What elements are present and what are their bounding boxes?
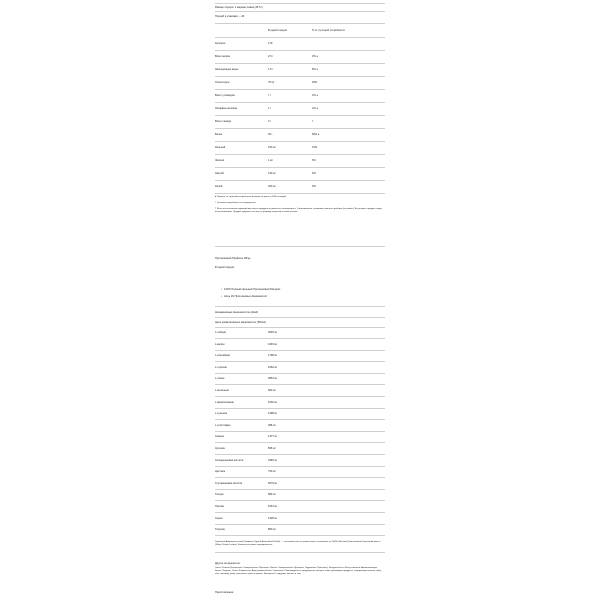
divider <box>215 246 385 247</box>
amino-name: Глицин <box>215 493 224 497</box>
nutrient-daily-value: 8% ♦ <box>312 68 318 71</box>
amino-amount: 3026 мг <box>268 331 278 334</box>
divider <box>215 306 385 307</box>
amino-name: Тирозин <box>215 528 225 532</box>
amino-amount: 1643 мг <box>268 505 278 508</box>
amino-amount: 2864 мг <box>268 377 278 381</box>
divider <box>215 489 385 490</box>
divider <box>215 3 385 4</box>
header-per-serving: В одной порции <box>268 29 288 32</box>
serving-size: Размер порции: 1 мерная ложка (45.5 г) <box>215 6 264 9</box>
amino-amount: 836 мг <box>268 447 276 450</box>
divider <box>215 396 385 397</box>
other-ingredients-title: Другие ингредиенты: <box>215 562 241 565</box>
amino-amount: 486 мг <box>268 423 276 427</box>
nutrient-amount: 3 г <box>268 120 272 123</box>
nutrient-amount: 2.5 г <box>268 55 274 58</box>
divider <box>215 466 385 467</box>
divider <box>215 454 385 455</box>
nutrient-daily-value: † <box>312 120 314 123</box>
amino-name: L-тирозин <box>215 365 227 369</box>
nutrient-amount: 150 мг <box>268 146 276 149</box>
divider <box>215 327 385 328</box>
nutrient-amount: 1 мг <box>268 159 273 162</box>
other-ingredients-text: Смесь Protein (Концентрат Сывороточного Протеина, Изолят Сывороточного Протеина, Гидролизат Протеина), Натуральные и Искусственные Ароматизаторы, Какао, Лецитин, Смесь Ферментов, Ацесульфам Калия, Сукралоза. Произведено на предприятии, которое также производит продукты, содержащие молоко, яйца, сою, пшеницу, рыбу, моллюски, орехи и арахис. Аллергены: содержит молоко и сою. <box>215 567 382 575</box>
divider <box>215 408 385 409</box>
amino-name: L-валин <box>215 342 225 346</box>
protein-bullet: • 100% Полный Цельный Протеиновый Матрикс <box>224 288 280 291</box>
amino-amount: 583 мг <box>268 493 276 497</box>
amino-name: Аспарагиновая кислота <box>215 458 244 462</box>
divider <box>215 102 385 103</box>
amino-amount: 5079 мг <box>268 481 278 485</box>
divider <box>215 524 385 525</box>
nutrient-name: Всего сахара <box>215 120 231 123</box>
amino-name: Аланин <box>215 435 224 439</box>
nutrient-daily-value: 4% ♦ <box>312 107 318 110</box>
nutrient-amount: 320 мг <box>268 185 276 188</box>
amino-name: L-лейцин <box>215 331 227 334</box>
divider <box>215 76 385 77</box>
amino-name: L-лизин <box>215 377 225 381</box>
amino-amount: 1002 мг <box>268 400 278 404</box>
nutrient-amount: 30 г <box>268 133 273 136</box>
nutrient-name: Калий <box>215 185 223 188</box>
nutrient-name: Всего углеводов <box>215 94 235 97</box>
amino-name: L-изолейцин <box>215 354 231 358</box>
protein-bullet: • Ноль Из Протеиновых Аминокислот <box>224 295 267 298</box>
divider <box>215 115 385 116</box>
nutrient-amount: 130 мг <box>268 172 276 175</box>
amino-name: Аргинин <box>215 447 225 450</box>
preparation-title: Приготовление: <box>215 591 234 594</box>
amino-name: Пролин <box>215 505 225 508</box>
nutrient-amount: 170 <box>268 42 273 45</box>
amino-name: Глутаминовая кислота <box>215 481 243 485</box>
amino-name: L-фенилаланин <box>215 400 234 404</box>
divider <box>215 167 385 168</box>
nutrient-daily-value: 60% ♦ <box>312 133 320 136</box>
amino-name: L-метионин <box>215 389 229 392</box>
nutrient-daily-value: 6% <box>312 172 316 175</box>
nutrient-name: Пищевые волокна <box>215 107 237 110</box>
servings-per-container: Порций в упаковке: ~ 40 <box>215 15 245 18</box>
divider <box>215 373 385 374</box>
amino-amount: 660 мг <box>268 389 276 392</box>
divider <box>215 512 385 513</box>
nutrient-amount: 75 мг <box>268 81 275 84</box>
divider <box>215 37 385 38</box>
divider <box>215 350 385 351</box>
amino-name: L-триптофан <box>215 423 231 427</box>
divider <box>215 23 385 24</box>
nutrient-daily-value: 25% <box>312 81 318 84</box>
nutrient-amount: 1.5 г <box>268 68 274 71</box>
nutrient-name: Натрий <box>215 172 224 175</box>
protein-profile-title: Протеиновый Профиль Whey <box>215 257 251 260</box>
amino-name: L-треонин <box>215 412 228 416</box>
divider <box>215 338 385 339</box>
nutrient-amount: 7 г <box>268 94 272 97</box>
nutrient-daily-value: 6% <box>312 159 316 162</box>
nutrient-name: Всего жиров <box>215 55 230 58</box>
amino-note: Типичный Аминокислотный Профиль (Typical Amino Acid Profile) — это количество на грамм белка, основанное на 20(30) Весовой Протеиновой Эталонной массы (Whey Protein Isolate). Количество может варьироваться. <box>215 541 381 546</box>
nutrient-name: Холестерин <box>215 81 230 84</box>
nutrient-amount: 1 г <box>268 107 272 110</box>
divider <box>215 419 385 420</box>
amino-amount: 1398 мг <box>268 412 278 416</box>
amino-amount: 1649 мг <box>268 342 278 346</box>
divider <box>215 431 385 432</box>
divider <box>215 89 385 90</box>
divider <box>215 193 385 194</box>
protein-profile-subtitle: В одной порции: <box>215 266 235 269</box>
divider <box>215 50 385 51</box>
nutrient-daily-value: 3% ♦ <box>312 94 318 97</box>
amino-amount: 1328 мг <box>268 516 278 520</box>
amino-amount: 1477 мг <box>268 435 278 439</box>
divider <box>215 180 385 181</box>
header-daily-value: % от суточной потребности <box>312 29 345 32</box>
footnote-undefined: † Суточная потребность не определена. <box>215 202 257 204</box>
divider <box>215 535 385 536</box>
nutrient-daily-value: 15% <box>312 146 318 149</box>
amino-title: Незаменимые Аминокислоты (EAA) <box>215 311 259 314</box>
divider <box>215 552 385 553</box>
divider <box>215 11 385 12</box>
divider <box>215 477 385 478</box>
divider <box>215 442 385 443</box>
amino-amount: 860 мг <box>268 528 276 532</box>
divider <box>215 317 385 318</box>
nutrient-name: Белки <box>215 133 223 136</box>
nutrient-name: Кальций <box>215 146 226 149</box>
amino-amount: 3346 мг <box>268 458 278 462</box>
nutrient-name: Калории <box>215 42 226 45</box>
nutrient-daily-value: 3% ♦ <box>312 55 318 58</box>
nutrient-name: Насыщенные жиры <box>215 68 239 71</box>
amino-amount: 1798 мг <box>268 354 278 358</box>
nutrient-daily-value: 9% <box>312 185 316 188</box>
amino-amount: 1062 мг <box>268 365 278 369</box>
amino-name: Серин <box>215 516 223 520</box>
footnote-variations: † Из-за естественных вариаций местности продукта и разности в отношениях с 1 максимально, позволим отличать проблем (на шейке). Встряхните продукт перед использованием. Продукт продается по весу и размеру открытки в своей основе. <box>215 208 382 213</box>
amino-subtitle: Цепи разветвлённых аминокислот (BCAA) <box>215 321 266 324</box>
divider <box>215 63 385 64</box>
divider <box>215 361 385 362</box>
amino-name: Цистеин <box>215 470 226 474</box>
footnote-daily-value: ♦ Процент от суточной потребности основан на диете в 2000 калорий. <box>215 196 287 198</box>
divider <box>215 154 385 155</box>
divider <box>215 500 385 501</box>
divider <box>215 128 385 129</box>
divider <box>215 141 385 142</box>
amino-amount: 750 мг <box>268 470 276 474</box>
divider <box>215 384 385 385</box>
nutrient-name: Железо <box>215 159 225 162</box>
